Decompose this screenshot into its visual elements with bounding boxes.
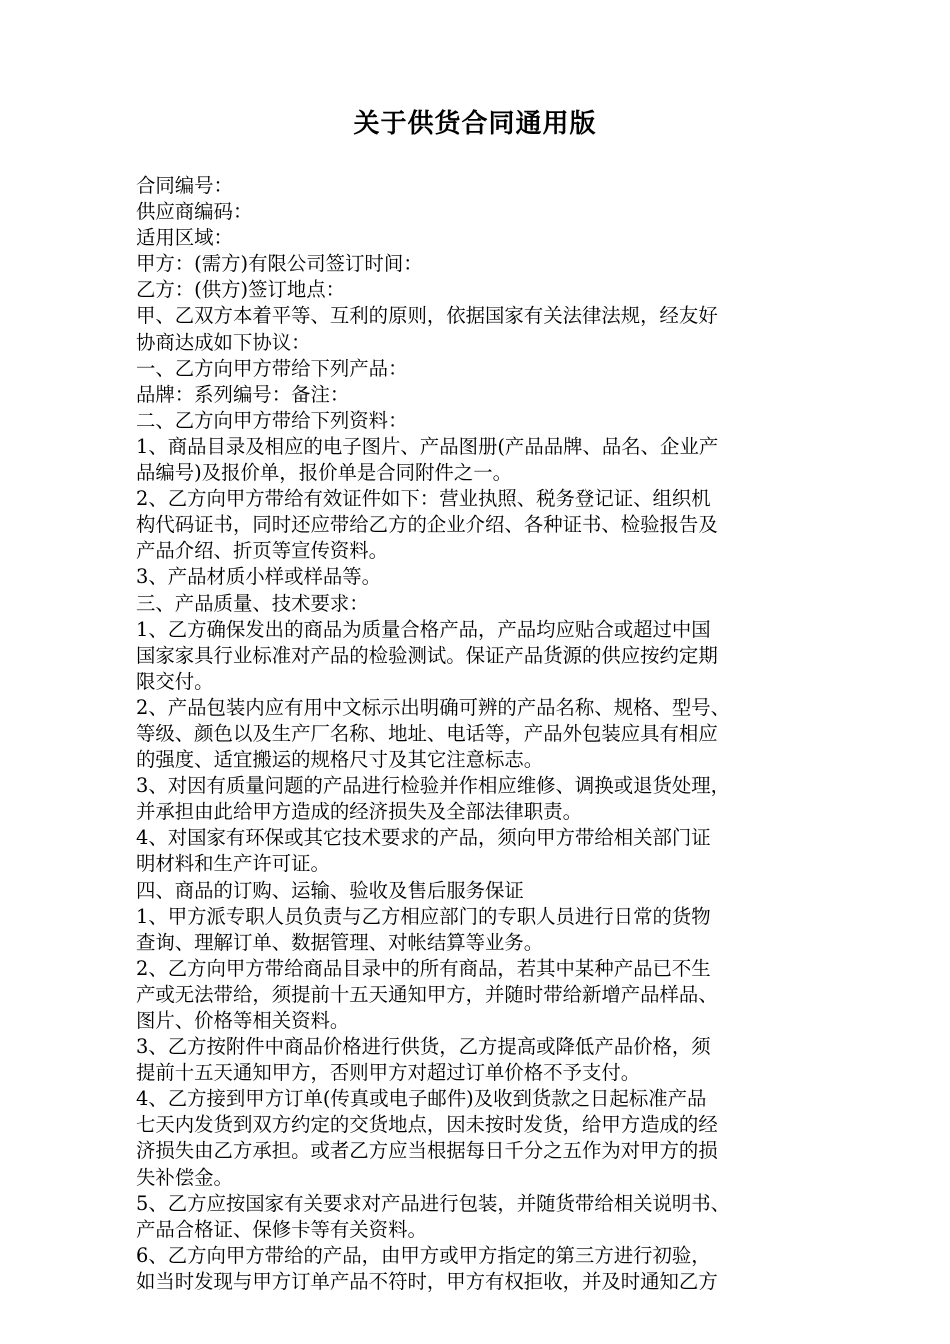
- document-line: 等级、颜色以及生产厂名称、地址、电话等，产品外包装应具有相应: [136, 721, 718, 745]
- document-line: 合同编号：: [136, 174, 233, 197]
- document-line: 3、乙方按附件中商品价格进行供货，乙方提高或降低产品价格，须: [136, 1035, 711, 1059]
- document-line: 2、乙方向甲方带给有效证件如下：营业执照、税务登记证、组织机: [136, 487, 711, 511]
- document-line: 的强度、适宜搬运的规格尺寸及其它注意标志。: [136, 748, 544, 772]
- document-line: 4、对国家有环保或其它技术要求的产品，须向甲方带给相关部门证: [136, 826, 711, 850]
- document-line: 产或无法带给，须提前十五天通知甲方，并随时带给新增产品样品、: [136, 982, 718, 1006]
- document-line: 四、商品的订购、运输、验收及售后服务保证: [136, 878, 524, 902]
- document-line: 5、乙方应按国家有关要求对产品进行包装，并随货带给相关说明书、: [136, 1191, 731, 1215]
- document-line: 二、乙方向甲方带给下列资料：: [136, 408, 408, 432]
- document-line: 品编号)及报价单，报价单是合同附件之一。: [136, 461, 512, 485]
- document-body: [136, 173, 826, 1295]
- document-line: 1、商品目录及相应的电子图片、产品图册(产品品牌、品名、企业产: [136, 434, 719, 458]
- document-line: 三、产品质量、技术要求：: [136, 591, 369, 615]
- document-line: 2、产品包装内应有用中文标示出明确可辨的产品名称、规格、型号、: [136, 695, 731, 719]
- document-line: 图片、价格等相关资料。: [136, 1009, 350, 1032]
- document-line: 查询、理解订单、数据管理、对帐结算等业务。: [136, 930, 544, 954]
- document-line: 构代码证书，同时还应带给乙方的企业介绍、各种证书、检验报告及: [136, 513, 718, 537]
- document-line: 如当时发现与甲方订单产品不符时，甲方有权拒收，并及时通知乙方: [136, 1269, 718, 1293]
- document-line: 1、甲方派专职人员负责与乙方相应部门的专职人员进行日常的货物: [136, 904, 711, 928]
- document-line: 明材料和生产许可证。: [136, 852, 330, 876]
- document-line: 失补偿金。: [136, 1165, 233, 1189]
- document-line: 6、乙方向甲方带给的产品，由甲方或甲方指定的第三方进行初验，: [136, 1243, 711, 1267]
- document-line: 2、乙方向甲方带给商品目录中的所有商品，若其中某种产品已不生: [136, 956, 711, 980]
- document-line: 甲、乙双方本着平等、互利的原则，依据国家有关法律法规，经友好: [136, 304, 718, 328]
- document-line: 并承担由此给甲方造成的经济损失及全部法律职责。: [136, 800, 582, 824]
- document-line: 适用区域：: [136, 226, 233, 250]
- document-line: 供应商编码：: [136, 200, 253, 224]
- document-line: 提前十五天通知甲方，否则甲方对超过订单价格不予支付。: [136, 1061, 641, 1085]
- document-line: 3、产品材质小样或样品等。: [136, 565, 382, 589]
- document-line: 乙方：(供方)签订地点：: [136, 278, 346, 302]
- document-line: 4、乙方接到甲方订单(传真或电子邮件)及收到货款之日起标准产品: [136, 1087, 707, 1111]
- document-line: 一、乙方向甲方带给下列产品：: [136, 356, 408, 380]
- document-line: 协商达成如下协议：: [136, 330, 311, 354]
- document-line: 产品合格证、保修卡等有关资料。: [136, 1217, 427, 1241]
- document-line: 3、对因有质量问题的产品进行检验并作相应维修、调换或退货处理，: [136, 774, 731, 798]
- document-line: 七天内发货到双方约定的交货地点，因未按时发货，给甲方造成的经: [136, 1113, 718, 1137]
- document-line: 限交付。: [136, 669, 214, 693]
- document-line: 1、乙方确保发出的商品为质量合格产品，产品均应贴合或超过中国: [136, 617, 711, 641]
- document-line: 品牌：系列编号：备注：: [136, 382, 350, 406]
- document-line: 济损失由乙方承担。或者乙方应当根据每日千分之五作为对甲方的损: [136, 1139, 718, 1163]
- document-line: 产品介绍、折页等宣传资料。: [136, 539, 389, 563]
- document-title: 关于供货合同通用版: [353, 109, 597, 139]
- document-line: 国家家具行业标准对产品的检验测试。保证产品货源的供应按约定期: [136, 643, 718, 667]
- document-line: 甲方：(需方)有限公司签订时间：: [136, 252, 423, 276]
